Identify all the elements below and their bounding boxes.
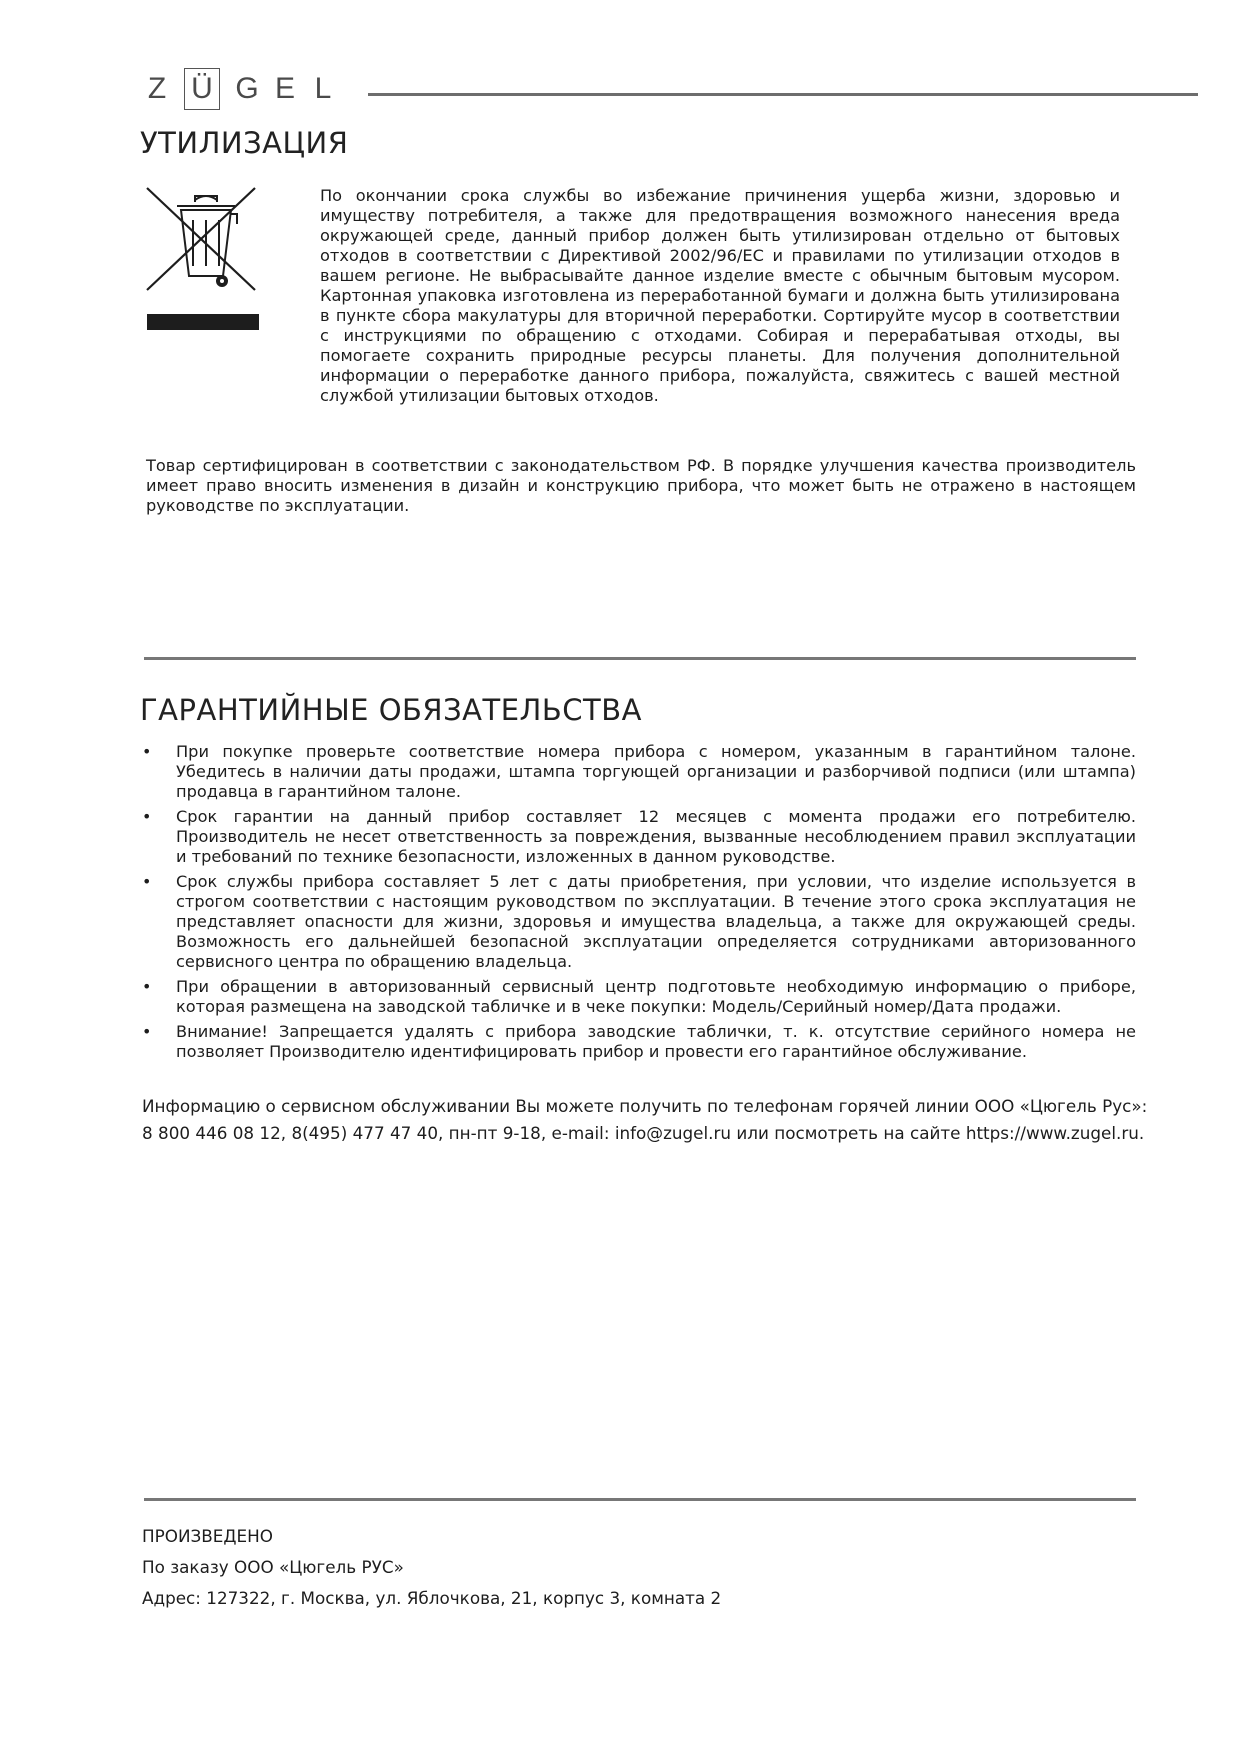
- logo-letter: Z: [147, 72, 167, 105]
- producer-ordered-by: По заказу ООО «Цюгель РУС»: [142, 1557, 404, 1577]
- logo-letter: E: [274, 72, 295, 105]
- logo-letter: L: [314, 72, 332, 105]
- list-item: [142, 807, 1136, 867]
- certification-note: Товар сертифицирован в соответствии с законодательством РФ. В порядке улучшения качества производитель имеет право вносить изменения в дизайн и конструкцию прибора, что может быть не отражено в настоящем руководстве по эксплуатации.: [146, 456, 1136, 515]
- bullet: •: [142, 807, 152, 826]
- list-item-text: Срок гарантии на данный прибор составляет 12 месяцев с момента продажи его потребителю. Производитель не несет ответственность за повреждения, вызванные несоблюдением правил эксплуатации и требований по технике безопасности, изложенных в данном руководстве.: [176, 807, 1136, 866]
- header-divider: [368, 93, 1198, 96]
- producer-info: [142, 1521, 721, 1614]
- producer-heading: ПРОИЗВЕДЕНО: [142, 1526, 273, 1546]
- list-item: [142, 872, 1136, 972]
- list-item: [142, 977, 1136, 1017]
- bullet: •: [142, 1022, 152, 1041]
- list-item-text: Срок службы прибора составляет 5 лет с даты приобретения, при условии, что изделие используется в строгом соответствии с настоящим руководством по эксплуатации. В течение этого срока эксплуатация не представляет опасности для жизни, здоровья и имущества владельца, а также для окружающей среды. Возможность его дальнейшей безопасной эксплуатации определяется сотрудниками авторизованного сервисного центра по обращению владельца.: [176, 872, 1136, 971]
- list-item-text: Внимание! Запрещается удалять с прибора заводские таблички, т. к. отсутствие серийного номера не позволяет Производителю идентифицировать прибор и провести его гарантийное обслуживание.: [176, 1022, 1136, 1061]
- list-item-text: При обращении в авторизованный сервисный центр подготовьте необходимую информацию о приборе, которая размещена на заводской табличке и в чеке покупки: Модель/Серийный номер/Дата продажи.: [176, 977, 1136, 1016]
- list-item-text: При покупке проверьте соответствие номера прибора с номером, указанным в гарантийном талоне. Убедитесь в наличии даты продажи, штампа торгующей организации и разборчивой подписи (или штампа) продавца в гарантийном талоне.: [176, 742, 1136, 801]
- warranty-title: ГАРАНТИЙНЫЕ ОБЯЗАТЕЛЬСТВА: [140, 693, 642, 727]
- bullet: •: [142, 742, 152, 761]
- list-item: [142, 1022, 1136, 1062]
- logo-letter: G: [235, 72, 259, 105]
- section-divider: [144, 1498, 1136, 1501]
- warranty-list: [142, 742, 1136, 1067]
- producer-address: Адрес: 127322, г. Москва, ул. Яблочкова, 21, корпус 3, комната 2: [142, 1588, 722, 1608]
- logo-letter-boxed: Ü: [184, 68, 220, 110]
- recycling-title: УТИЛИЗАЦИЯ: [140, 126, 349, 160]
- section-divider: [144, 657, 1136, 660]
- service-info-line: Информацию о сервисном обслуживании Вы можете получить по телефонам горячей линии ООО «Цюгель Рус»:: [142, 1096, 1148, 1116]
- bullet: •: [142, 977, 152, 996]
- bullet: •: [142, 872, 152, 891]
- service-info: [142, 1093, 1148, 1147]
- list-item: [142, 742, 1136, 802]
- brand-logo: [138, 68, 342, 110]
- service-contacts-line: 8 800 446 08 12, 8(495) 477 47 40, пн-пт 9-18, e-mail: info@zugel.ru или посмотреть на сайте https://www.zugel.ru.: [142, 1123, 1145, 1143]
- recycling-paragraph: По окончании срока службы во избежание причинения ущерба жизни, здоровью и имуществу потребителя, а также для предотвращения возможного нанесения вреда окружающей среде, данный прибор должен быть утилизирован отдельно от бытовых отходов в соответствии с Директивой 2002/96/EC и правилами по утилизации отходов в вашем регионе. Не выбрасывайте данное изделие вместе с обычным бытовым мусором. Картонная упаковка изготовлена из переработанной бумаги и должна быть утилизирована в пункте сбора макулатуры для вторичной переработки. Сортируйте мусор в соответствии с инструкциями по обращению с отходами. Собирая и перерабатывая отходы, вы помогаете сохранить природные ресурсы планеты. Для получения дополнительной информации о переработке данного прибора, пожалуйста, свяжитесь с вашей местной службой утилизации бытовых отходов.: [320, 186, 1120, 405]
- crossed-out-wheelie-bin-icon: [143, 184, 263, 332]
